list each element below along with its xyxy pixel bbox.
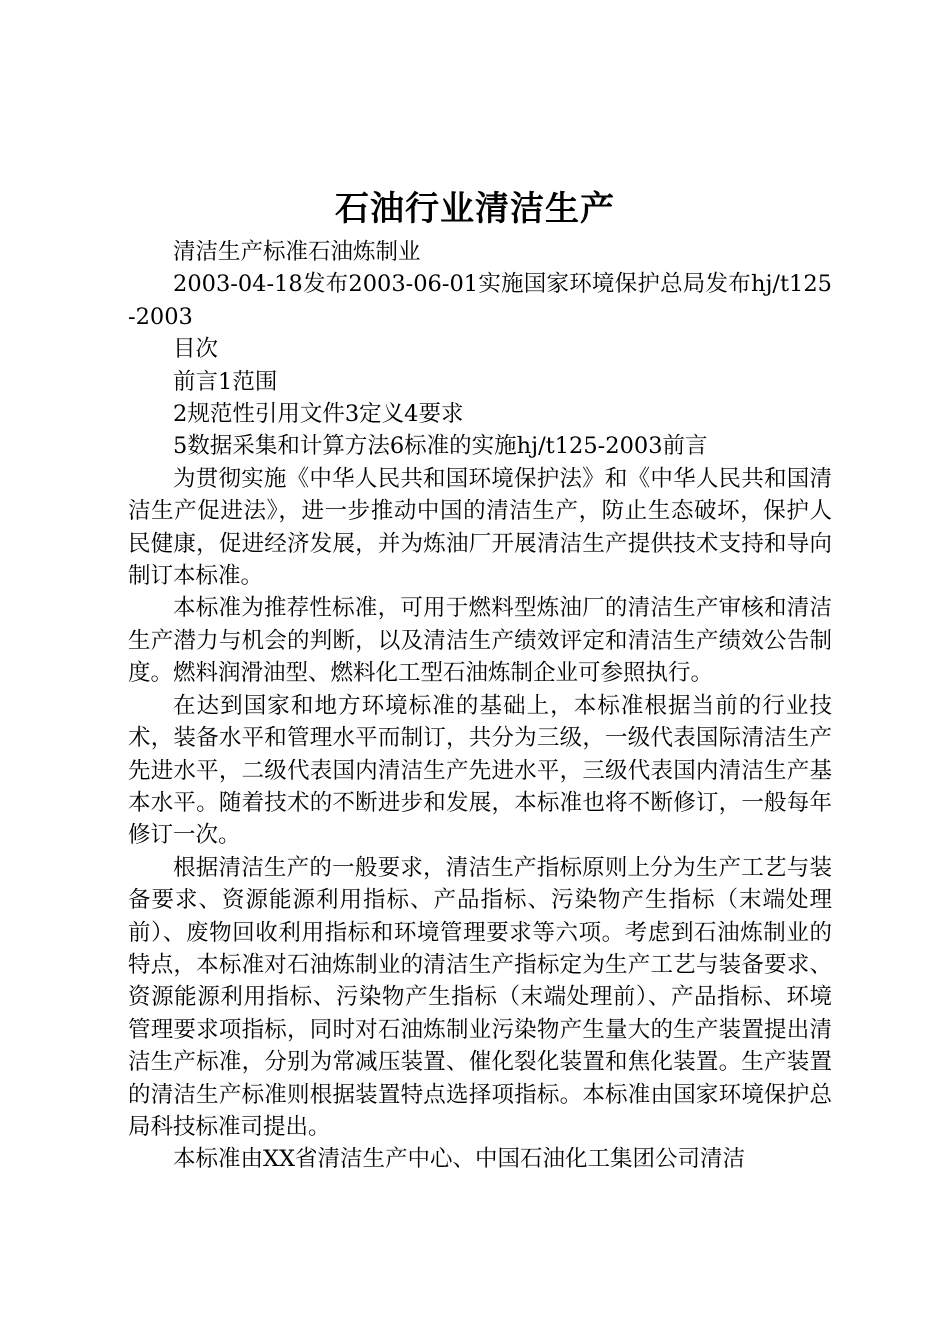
paragraph-toc-line-1: 前言1范围 [173, 368, 278, 395]
paragraph-indicators: 根据清洁生产的一般要求，清洁生产指标原则上分为生产工艺与装备要求、资源能源利用指标、产品指标、污染物产生指标（末端处理前）、废物回收利用指标和环境管理要求等六项。考虑到石油炼制业的特点，本标准对石油炼制业的清洁生产指标定为生产工艺与装备要求、资源能源利用指标、污染物产生指标（末端处理前）、产品指标、环境管理要求项指标，同时对石油炼制业污染物产生量大的生产装置提出清洁生产标准，分别为常减压装置、催化裂化装置和焦化装置。生产装置的清洁生产标准则根据装置特点选择项指标。本标准由国家环境保护总局科技标准司提出。 [128, 854, 832, 1140]
paragraph-drafters: 本标准由XX省清洁生产中心、中国石油化工集团公司清洁 [173, 1146, 746, 1173]
document-title: 石油行业清洁生产 [335, 189, 615, 229]
paragraph-purpose: 为贯彻实施《中华人民共和国环境保护法》和《中华人民共和国清洁生产促进法》，进一步推动中国的清洁生产，防止生态破坏，保护人民健康，促进经济发展，并为炼油厂开展清洁生产提供技术支持和导向制订本标准。 [128, 465, 832, 590]
paragraph-toc-line-3: 5数据采集和计算方法6标准的实施hj/t125-2003前言 [173, 433, 708, 460]
paragraph-levels: 在达到国家和地方环境标准的基础上，本标准根据当前的行业技术，装备水平和管理水平而制订，共分为三级，一级代表国际清洁生产先进水平，二级代表国内清洁生产先进水平，三级代表国内清洁生产基本水平。随着技术的不断进步和发展，本标准也将不断修订，一般每年修订一次。 [128, 692, 832, 849]
document-body [128, 236, 832, 1176]
paragraph-toc-heading: 目次 [173, 336, 219, 363]
paragraph-standard-name: 清洁生产标准石油炼制业 [173, 239, 421, 265]
paragraph-publish-info: 2003-04-18发布2003-06-01实施国家环境保护总局发布hj/t125-2003 [128, 271, 832, 330]
paragraph-toc-line-2: 2规范性引用文件3定义4要求 [173, 401, 464, 428]
paragraph-scope: 本标准为推荐性标准，可用于燃料型炼油厂的清洁生产审核和清洁生产潜力与机会的判断，以及清洁生产绩效评定和清洁生产绩效公告制度。燃料润滑油型、燃料化工型石油炼制企业可参照执行。 [128, 595, 832, 687]
